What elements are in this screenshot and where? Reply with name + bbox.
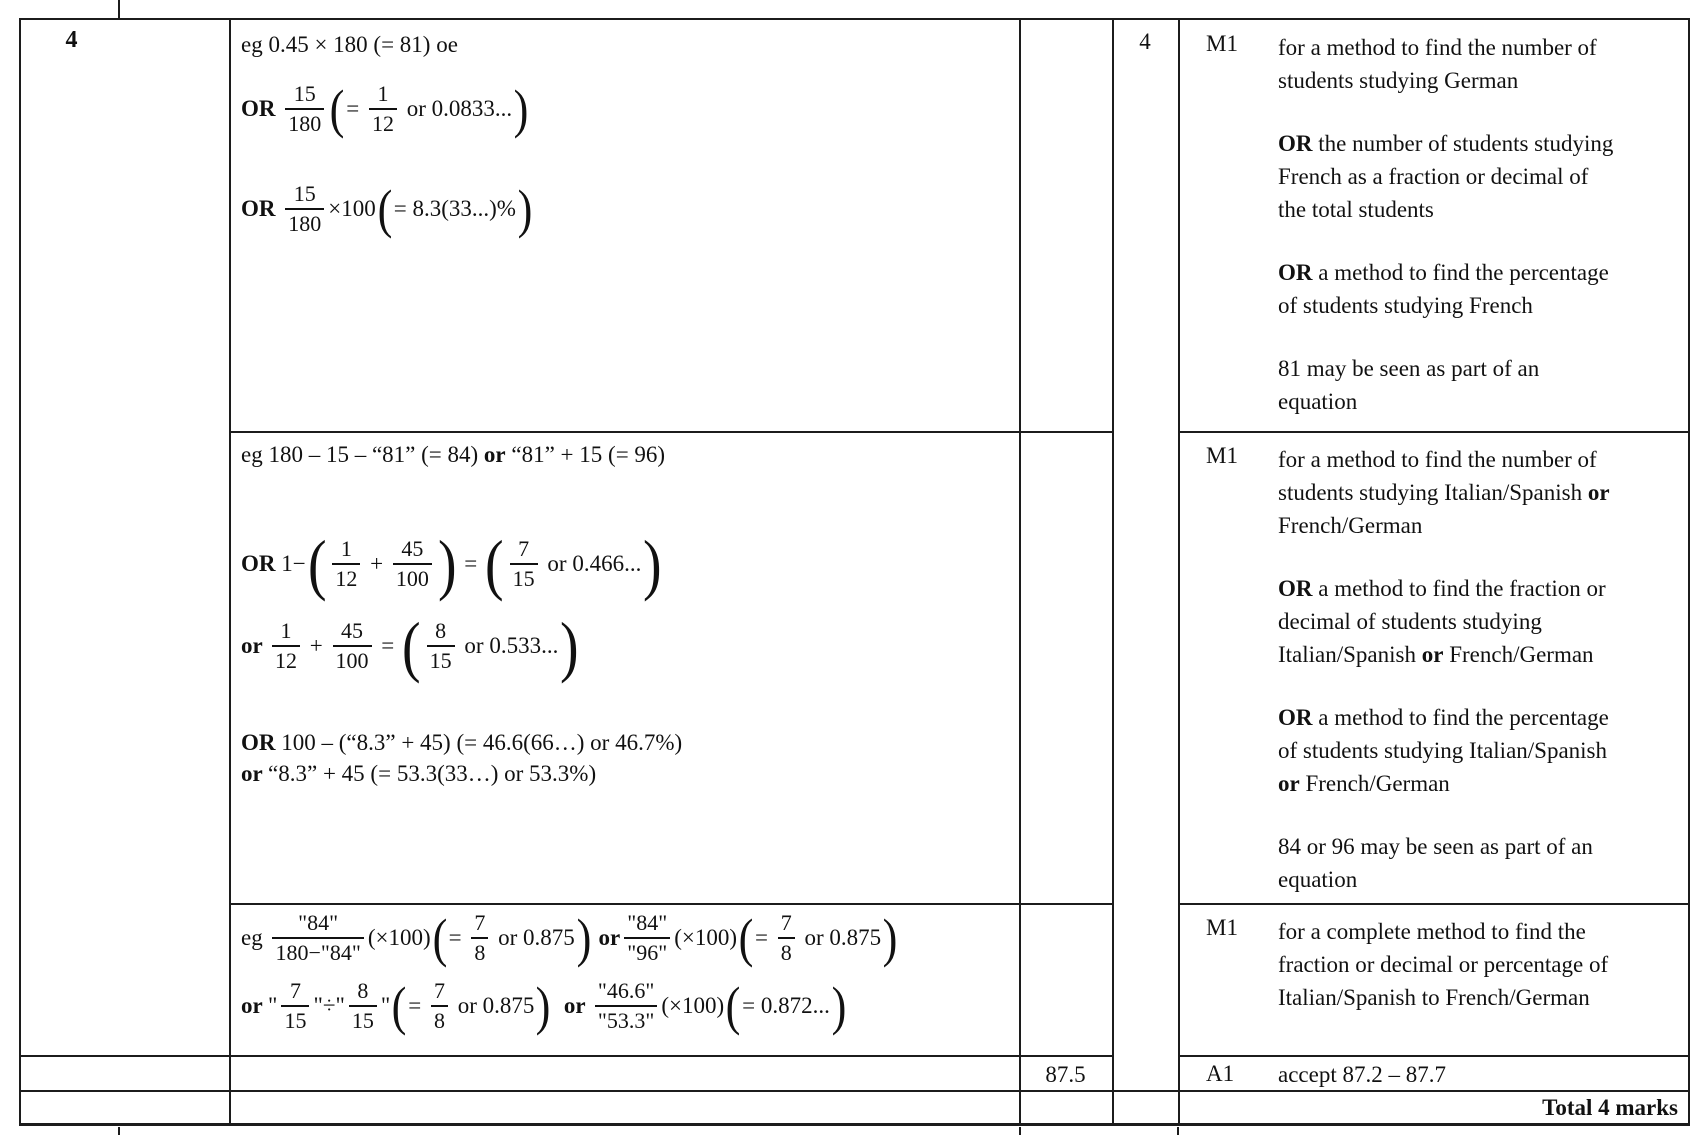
grid-line-row4: [19, 1090, 1690, 1092]
big-paren: (: [377, 179, 393, 239]
big-paren: (: [402, 608, 421, 684]
text: equation: [1278, 389, 1358, 414]
note-paragraph: [1278, 31, 1678, 97]
mark-type-label: M1: [1206, 915, 1238, 940]
big-paren: ): [437, 526, 457, 602]
note-paragraph: [1278, 701, 1678, 800]
fraction: $\frac{45}{100}$: [333, 619, 372, 673]
note-paragraph: [1278, 256, 1678, 322]
grid-line-bottom: [19, 1123, 1690, 1126]
grid-stub-bottom-3: [1177, 1127, 1179, 1135]
note-paragraph: [1278, 1061, 1678, 1089]
fraction: $\frac{7}{8}$: [778, 911, 795, 965]
fraction: $\frac{8}{15}$: [427, 619, 455, 673]
text: =: [754, 925, 774, 950]
working-line: [241, 761, 1013, 787]
text: French/German: [1278, 513, 1423, 538]
bold-text: or: [1278, 771, 1300, 796]
big-paren: ): [535, 976, 551, 1036]
big-paren: ): [560, 608, 579, 684]
big-paren: (: [307, 526, 327, 602]
big-paren: ): [831, 976, 847, 1036]
note-text: [1278, 1061, 1678, 1089]
notes-cell-3: [1178, 903, 1684, 1014]
fraction: $\frac{1}{12}$: [272, 619, 300, 673]
fraction: $\frac{"46.6"}{"53.3"}$: [595, 979, 657, 1033]
bold-text: OR: [1278, 576, 1313, 601]
fraction: $\frac{7}{8}$: [471, 911, 488, 965]
big-paren: (: [725, 976, 741, 1036]
text: a method to find the percentage: [1312, 705, 1609, 730]
text: ": [268, 993, 278, 1018]
text: a method to find the fraction or: [1312, 576, 1606, 601]
fraction: $\frac{7}{8}$: [431, 979, 448, 1033]
text: "÷": [313, 993, 345, 1018]
working-cell-3: [241, 903, 1013, 1036]
notes-cell-1: [1178, 18, 1684, 418]
grid-line-left: [19, 18, 21, 1125]
bold-text: OR: [1278, 260, 1313, 285]
working-line: [241, 442, 1013, 468]
text: Italian/Spanish: [1278, 642, 1422, 667]
big-paren: ): [882, 908, 898, 968]
bold-text: OR: [241, 551, 282, 576]
working-line: [241, 908, 1013, 968]
big-paren: (: [432, 908, 448, 968]
working-cell-2: [241, 431, 1013, 787]
big-paren: (: [329, 79, 345, 139]
note-paragraph: [1278, 127, 1678, 226]
text: decimal of students studying: [1278, 609, 1542, 634]
answer-value: 87.5: [1045, 1062, 1086, 1087]
bold-text: or: [1587, 480, 1610, 505]
text: eg 180 – 15 – “81” (= 84): [241, 442, 484, 467]
text: for a method to find the number of: [1278, 447, 1597, 472]
note-paragraph: [1278, 352, 1678, 418]
bold-text: or: [483, 442, 506, 467]
note-text: [1278, 915, 1678, 1014]
big-paren: ): [576, 908, 592, 968]
question-mark-value: 4: [1139, 29, 1151, 54]
text: 84 or 96 may be seen as part of an: [1278, 834, 1593, 859]
notes-cell-4: [1178, 1055, 1684, 1089]
bold-text: or: [241, 761, 269, 786]
text: (×100): [661, 993, 725, 1018]
text: “8.3” + 45 (= 53.3(33…) or 53.3%): [268, 761, 597, 786]
text: a method to find the percentage: [1312, 260, 1609, 285]
text: for a complete method to find the: [1278, 919, 1586, 944]
working-line: [241, 179, 1013, 239]
note-paragraph: [1278, 830, 1678, 896]
text: =: [448, 925, 468, 950]
text: (×100): [674, 925, 737, 950]
notes-cell-2: [1178, 431, 1684, 896]
working-line: [241, 976, 1013, 1036]
working-line: [241, 32, 1013, 58]
note-paragraph: [1278, 915, 1678, 1014]
text: accept 87.2 – 87.7: [1278, 1062, 1446, 1087]
mark-type-label: A1: [1206, 1061, 1235, 1086]
working-cell-1: [241, 18, 1013, 239]
fraction: $\frac{8}{15}$: [349, 979, 377, 1033]
text: or 0.466...: [541, 551, 642, 576]
bold-text: OR: [241, 196, 282, 221]
fraction: $\frac{45}{100}$: [393, 537, 432, 591]
fraction: $\frac{"84"}{180-"84"}$: [272, 911, 363, 965]
text: +: [364, 551, 389, 576]
text: =: [458, 551, 484, 576]
text: +: [304, 633, 329, 658]
bold-text: or: [1421, 642, 1444, 667]
bold-text: OR: [241, 96, 282, 121]
grid-line-col3: [1112, 18, 1114, 1125]
big-paren: (: [485, 526, 504, 602]
mark-type-label: M1: [1206, 443, 1238, 468]
grid-stub-bottom-1: [118, 1127, 120, 1135]
question-number: 4: [65, 27, 78, 53]
text: 100 – (“8.3” + 45) (= 46.6(66…) or 46.7%): [281, 730, 683, 755]
text: the number of students studying: [1312, 131, 1614, 156]
note-paragraph: [1278, 443, 1678, 542]
text: French as a fraction or decimal of: [1278, 164, 1589, 189]
bold-text: or: [241, 993, 269, 1018]
note-text: [1278, 443, 1678, 896]
fraction: $\frac{15}{180}$: [285, 182, 324, 236]
text: eg 0.45 × 180 (= 81) oe: [241, 32, 458, 57]
text: or 0.875: [492, 925, 575, 950]
text: French/German: [1299, 771, 1450, 796]
text: (×100): [367, 925, 431, 950]
text: Italian/Spanish to French/German: [1278, 985, 1590, 1010]
text: or 0.0833...: [400, 96, 513, 121]
big-paren: ): [513, 79, 529, 139]
note-paragraph: [1278, 572, 1678, 671]
mark-type-label: M1: [1206, 31, 1238, 56]
text: =: [346, 96, 365, 121]
text: the total students: [1278, 197, 1434, 222]
text: ": [380, 993, 391, 1018]
text: of students studying Italian/Spanish: [1278, 738, 1608, 763]
total-marks-label: Total 4 marks: [1542, 1095, 1678, 1120]
text: fraction or decimal or percentage of: [1278, 952, 1609, 977]
note-text: [1278, 31, 1678, 418]
text: equation: [1278, 867, 1358, 892]
grid-line-right: [1688, 18, 1690, 1125]
text: = 8.3(33...)%: [393, 196, 516, 221]
bold-text: OR: [1278, 705, 1313, 730]
working-line: [241, 730, 1013, 756]
text: students studying German: [1278, 68, 1519, 93]
fraction: $\frac{1}{12}$: [332, 537, 360, 591]
text: =: [375, 633, 401, 658]
grid-stub-top: [118, 0, 120, 18]
text: for a method to find the number of: [1278, 35, 1597, 60]
fraction: $\frac{"84"}{"96"}$: [624, 911, 670, 965]
grid-line-col1: [229, 18, 231, 1125]
big-paren: ): [517, 179, 533, 239]
grid-line-row3-left: [19, 1055, 1114, 1057]
text: =: [408, 993, 427, 1018]
text: or 0.875: [798, 925, 882, 950]
fraction: $\frac{7}{15}$: [281, 979, 309, 1033]
bold-text: or: [563, 993, 591, 1018]
fraction: $\frac{7}{15}$: [510, 537, 538, 591]
text: 1−: [281, 551, 306, 576]
big-paren: (: [738, 908, 754, 968]
text: “81” + 15 (= 96): [505, 442, 666, 467]
bold-text: or: [241, 633, 269, 658]
fraction: $\frac{1}{12}$: [369, 82, 397, 136]
working-line: [241, 79, 1013, 139]
bold-text: OR: [241, 730, 282, 755]
grid-line-col2: [1019, 18, 1021, 1125]
working-line: [241, 526, 1013, 602]
text: = 0.872...: [742, 993, 830, 1018]
text: eg: [241, 925, 269, 950]
text: 81 may be seen as part of an: [1278, 356, 1540, 381]
big-paren: (: [391, 976, 407, 1036]
text: [552, 993, 564, 1019]
working-line: [241, 608, 1013, 684]
fraction: $\frac{15}{180}$: [285, 82, 324, 136]
big-paren: ): [643, 526, 662, 602]
text: of students studying French: [1278, 293, 1533, 318]
text: students studying Italian/Spanish: [1278, 480, 1588, 505]
grid-stub-bottom-2: [1019, 1127, 1021, 1135]
text: ×100: [328, 196, 376, 221]
bold-text: OR: [1278, 131, 1313, 156]
text: or 0.875: [451, 993, 535, 1018]
text: French/German: [1443, 642, 1594, 667]
bold-text: or: [598, 925, 621, 950]
text: or 0.533...: [458, 633, 559, 658]
